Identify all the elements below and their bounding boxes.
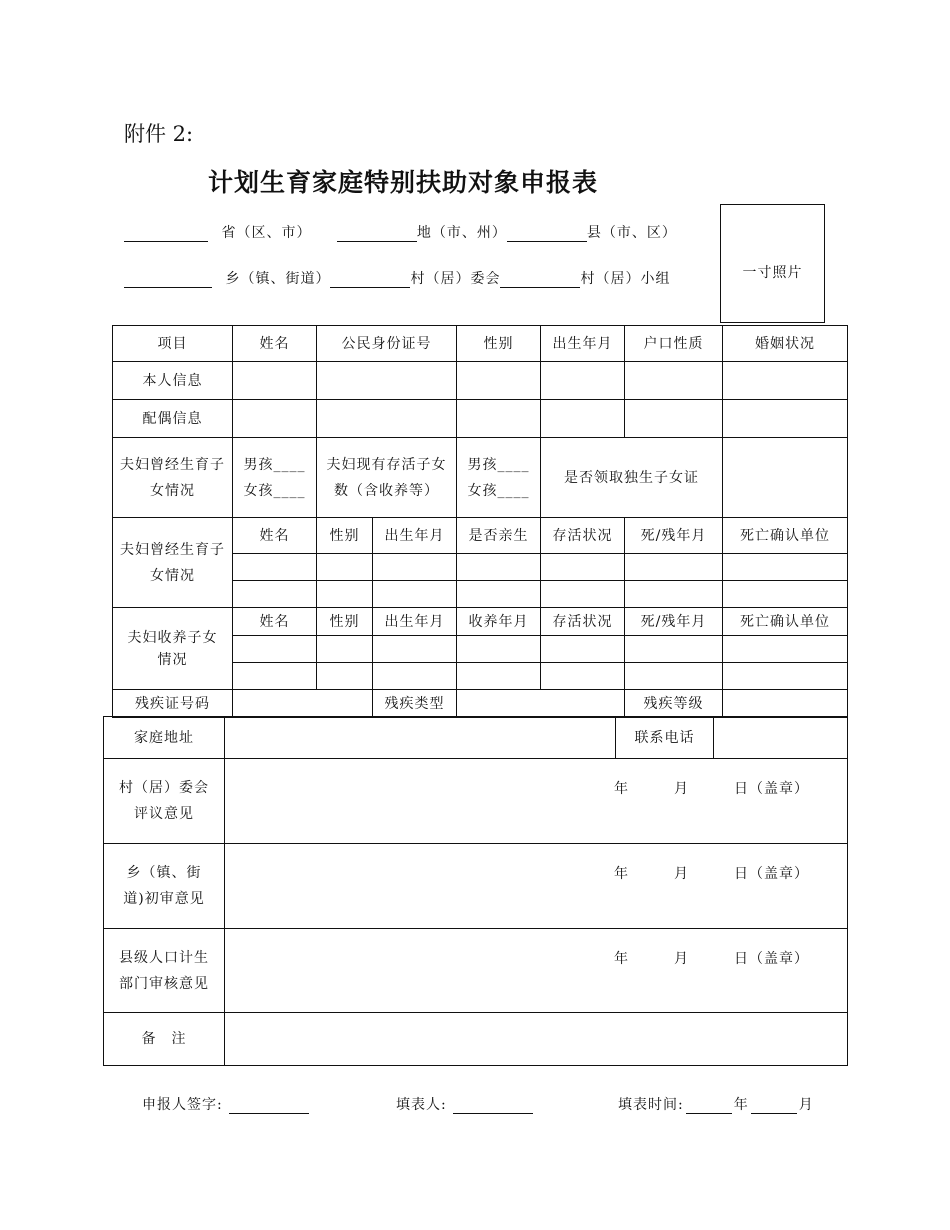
adopted-row-1-cell[interactable]	[233, 636, 317, 663]
adopted-header-adopt-date: 收养年月	[457, 608, 541, 636]
county-opinion-cell[interactable]	[225, 929, 848, 1013]
review-table	[103, 716, 848, 1066]
village-opinion-label: 村（居）委会评议意见	[104, 759, 225, 844]
adopted-row-2-cell[interactable]	[625, 663, 723, 690]
home-address-label: 家庭地址	[104, 717, 225, 759]
disability-cert-label: 残疾证号码	[113, 690, 233, 718]
spouse-info-label: 配偶信息	[113, 400, 233, 438]
adopted-row-1-cell[interactable]	[625, 636, 723, 663]
child-row-2-cell[interactable]	[233, 581, 317, 608]
county-label: 县（市、区）	[586, 225, 677, 241]
header-gender: 性别	[457, 326, 541, 362]
adopted-row-2-cell[interactable]	[541, 663, 625, 690]
header-marital: 婚姻状况	[723, 326, 848, 362]
self-hukou-cell[interactable]	[625, 362, 723, 400]
province-label: 省（区、市）	[221, 225, 312, 241]
disability-cert-cell[interactable]	[233, 690, 373, 718]
living-children-label: 夫妇现有存活子女数（含收养等）	[317, 438, 457, 518]
self-info-label: 本人信息	[113, 362, 233, 400]
spouse-marital-cell[interactable]	[723, 400, 848, 438]
village-sign-date: 年 月 日（盖章）	[614, 781, 809, 797]
only-child-cert-label: 是否领取独生子女证	[541, 438, 723, 518]
fill-year-blank[interactable]	[686, 1099, 732, 1114]
child-header-gender: 性别	[317, 518, 373, 554]
spouse-id-cell[interactable]	[317, 400, 457, 438]
child-row-2-cell[interactable]	[457, 581, 541, 608]
child-header-birth: 出生年月	[373, 518, 457, 554]
home-address-cell[interactable]	[225, 717, 616, 759]
girls-count: 女孩____	[243, 482, 306, 499]
fill-month-blank[interactable]	[751, 1099, 797, 1114]
header-hukou: 户口性质	[625, 326, 723, 362]
adopted-header-gender: 性别	[317, 608, 373, 636]
spouse-birth-cell[interactable]	[541, 400, 625, 438]
group-blank[interactable]	[500, 273, 580, 288]
township-sign-date: 年 月 日（盖章）	[614, 866, 809, 882]
self-id-cell[interactable]	[317, 362, 457, 400]
spouse-name-cell[interactable]	[233, 400, 317, 438]
child-header-biological: 是否亲生	[457, 518, 541, 554]
attachment-label: 附件 2:	[124, 122, 194, 146]
child-row-1-cell[interactable]	[457, 554, 541, 581]
prefecture-label: 地（市、州）	[416, 225, 507, 241]
adopted-header-death-unit: 死亡确认单位	[723, 608, 848, 636]
page-title: 计划生育家庭特别扶助对象申报表	[208, 168, 599, 197]
child-header-name: 姓名	[233, 518, 317, 554]
fill-date	[618, 1094, 814, 1114]
child-row-1-cell[interactable]	[541, 554, 625, 581]
header-item: 项目	[113, 326, 233, 362]
county-opinion-label: 县级人口计生部门审核意见	[104, 929, 225, 1013]
self-gender-cell[interactable]	[457, 362, 541, 400]
remarks-cell[interactable]	[225, 1013, 848, 1066]
filler-label: 填表人:	[396, 1097, 447, 1113]
only-child-cert-cell[interactable]	[723, 438, 848, 518]
child-row-2-cell[interactable]	[317, 581, 373, 608]
filler-blank[interactable]	[453, 1099, 533, 1114]
applicant-info-table	[112, 325, 848, 718]
township-opinion-label	[104, 844, 225, 929]
living-count-cell[interactable]	[457, 438, 541, 518]
village-label: 村（居）委会	[410, 271, 501, 287]
fill-date-label: 填表时间:	[618, 1097, 684, 1113]
adopted-row-1-cell[interactable]	[457, 636, 541, 663]
address-line-1	[124, 222, 677, 242]
child-header-death-unit: 死亡确认单位	[723, 518, 848, 554]
adopted-row-1-cell[interactable]	[541, 636, 625, 663]
header-birth: 出生年月	[541, 326, 625, 362]
applicant-signature	[142, 1094, 309, 1114]
children-detail-label: 夫妇曾经生育子女情况	[113, 518, 233, 608]
phone-cell[interactable]	[714, 717, 848, 759]
child-header-death-date: 死/残年月	[625, 518, 723, 554]
township-opinion-label-line-2: 道)初审意见	[123, 891, 205, 907]
township-opinion-cell[interactable]	[225, 844, 848, 929]
village-blank[interactable]	[330, 273, 410, 288]
children-summary-label: 夫妇曾经生育子女情况	[113, 438, 233, 518]
child-row-2-cell[interactable]	[625, 581, 723, 608]
adopted-children-label: 夫妇收养子女情况	[113, 608, 233, 690]
adopted-header-death-date: 死/残年月	[625, 608, 723, 636]
disability-level-cell[interactable]	[723, 690, 848, 718]
fill-month-label: 月	[798, 1097, 814, 1113]
address-line-2	[124, 268, 670, 288]
adopted-row-2-cell[interactable]	[233, 663, 317, 690]
township-opinion-label-line-1: 乡（镇、街	[126, 865, 202, 881]
phone-label: 联系电话	[616, 717, 714, 759]
spouse-gender-cell[interactable]	[457, 400, 541, 438]
self-name-cell[interactable]	[233, 362, 317, 400]
header-id: 公民身份证号	[317, 326, 457, 362]
disability-type-label: 残疾类型	[373, 690, 457, 718]
header-name: 姓名	[233, 326, 317, 362]
township-label: 乡（镇、街道）	[225, 271, 331, 287]
self-marital-cell[interactable]	[723, 362, 848, 400]
disability-type-cell[interactable]	[457, 690, 625, 718]
child-row-1-cell[interactable]	[373, 554, 457, 581]
child-row-1-cell[interactable]	[625, 554, 723, 581]
adopted-header-name: 姓名	[233, 608, 317, 636]
fill-year-label: 年	[733, 1097, 749, 1113]
applicant-label: 申报人签字:	[142, 1097, 223, 1113]
prefecture-blank[interactable]	[337, 227, 417, 242]
child-row-2-cell[interactable]	[373, 581, 457, 608]
adopted-row-1-cell[interactable]	[317, 636, 373, 663]
province-blank[interactable]	[124, 227, 208, 242]
county-sign-date: 年 月 日（盖章）	[614, 950, 809, 967]
self-birth-cell[interactable]	[541, 362, 625, 400]
spouse-hukou-cell[interactable]	[625, 400, 723, 438]
photo-box[interactable]: 一寸照片	[720, 204, 825, 323]
remarks-label: 备 注	[104, 1013, 225, 1066]
child-row-1-cell[interactable]	[723, 554, 848, 581]
village-opinion-cell[interactable]	[225, 759, 848, 844]
living-boys-count: 男孩____	[467, 456, 530, 473]
child-row-2-cell[interactable]	[541, 581, 625, 608]
child-row-1-cell[interactable]	[317, 554, 373, 581]
child-header-status: 存活状况	[541, 518, 625, 554]
child-row-1-cell[interactable]	[233, 554, 317, 581]
adopted-row-1-cell[interactable]	[373, 636, 457, 663]
adopted-row-2-cell[interactable]	[723, 663, 848, 690]
county-blank[interactable]	[507, 227, 587, 242]
adopted-row-2-cell[interactable]	[317, 663, 373, 690]
adopted-header-status: 存活状况	[541, 608, 625, 636]
children-count-cell[interactable]	[233, 438, 317, 518]
adopted-row-1-cell[interactable]	[723, 636, 848, 663]
adopted-row-2-cell[interactable]	[457, 663, 541, 690]
child-row-2-cell[interactable]	[723, 581, 848, 608]
living-girls-count: 女孩____	[467, 482, 530, 499]
adopted-row-2-cell[interactable]	[373, 663, 457, 690]
applicant-blank[interactable]	[229, 1099, 309, 1114]
disability-level-label: 残疾等级	[625, 690, 723, 718]
boys-count: 男孩____	[243, 456, 306, 473]
filler-signature	[396, 1094, 533, 1114]
township-blank[interactable]	[124, 273, 212, 288]
adopted-header-birth: 出生年月	[373, 608, 457, 636]
group-label: 村（居）小组	[580, 271, 671, 287]
